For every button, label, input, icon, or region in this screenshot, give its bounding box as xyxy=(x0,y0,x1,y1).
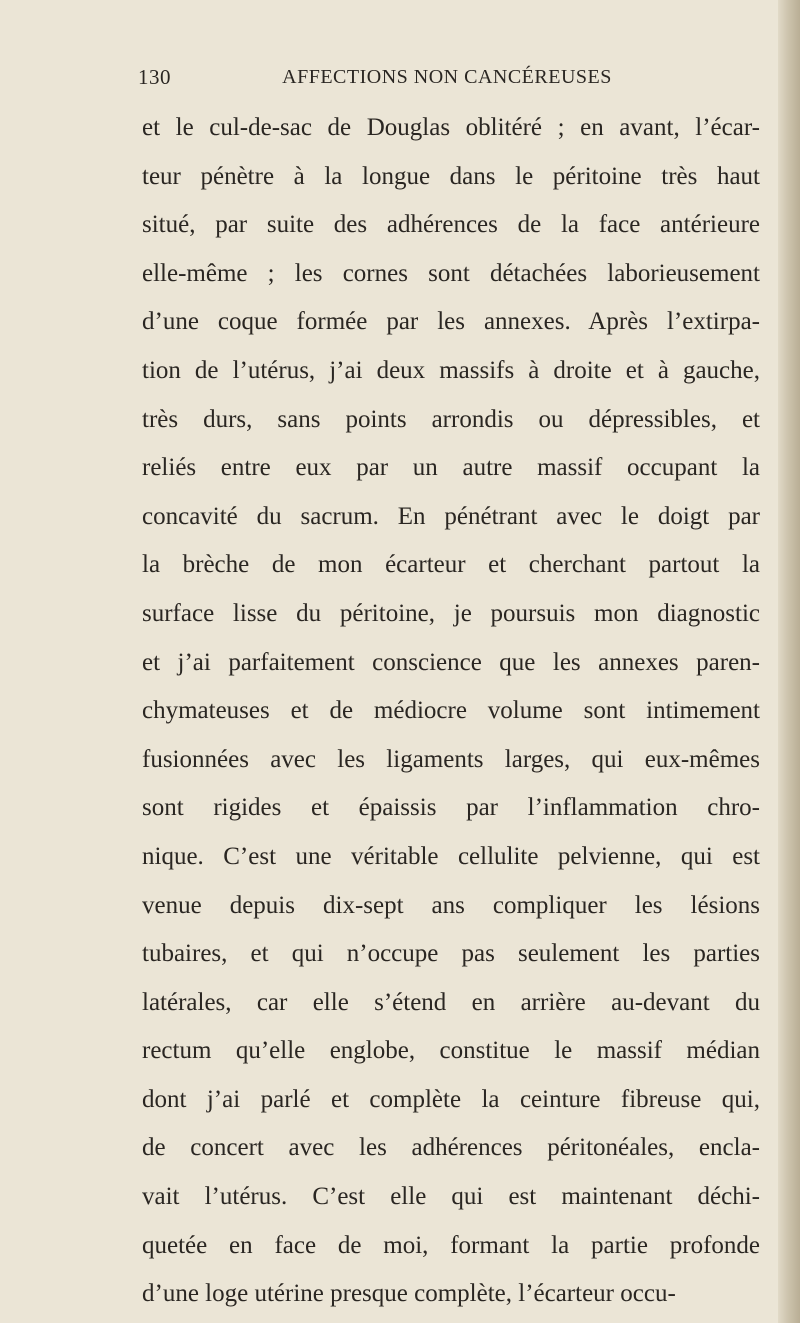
running-head: AFFECTIONS NON CANCÉREUSES xyxy=(282,65,612,88)
text-line: chymateuses et de médiocre volume sont intimement xyxy=(142,697,760,725)
text-line: latérales, car elle s’étend en arrière au-devant du xyxy=(142,988,760,1016)
text-line: venue depuis dix-sept ans compliquer les lésions xyxy=(142,891,760,919)
text-line: vait l’utérus. C’est elle qui est maintenant déchi- xyxy=(142,1183,760,1211)
text-line: surface lisse du péritoine, je poursuis mon diagnostic xyxy=(142,599,760,627)
body-text xyxy=(142,104,760,1319)
text-line: d’une coque formée par les annexes. Après l’extirpa- xyxy=(142,308,760,336)
text-line: reliés entre eux par un autre massif occupant la xyxy=(142,454,760,482)
text-line: fusionnées avec les ligaments larges, qui eux-mêmes xyxy=(142,745,760,773)
text-line: de concert avec les adhérences péritonéales, encla- xyxy=(142,1134,760,1162)
text-line: elle-même ; les cornes sont détachées laborieusement xyxy=(142,259,760,287)
text-line: très durs, sans points arrondis ou dépressibles, et xyxy=(142,405,760,433)
page-header xyxy=(138,62,758,92)
text-line: la brèche de mon écarteur et cherchant partout la xyxy=(142,551,760,579)
text-line: tion de l’utérus, j’ai deux massifs à droite et à gauche, xyxy=(142,356,760,384)
text-line: rectum qu’elle englobe, constitue le massif médian xyxy=(142,1037,760,1065)
text-line: d’une loge utérine presque complète, l’écarteur occu- xyxy=(142,1280,676,1308)
text-line: concavité du sacrum. En pénétrant avec le doigt par xyxy=(142,502,760,530)
text-line: quetée en face de moi, formant la partie profonde xyxy=(142,1231,760,1259)
page-number: 130 xyxy=(138,64,171,89)
text-line: tubaires, et qui n’occupe pas seulement les parties xyxy=(142,940,760,968)
text-line: sont rigides et épaissis par l’inflammation chro- xyxy=(142,794,760,822)
text-line: situé, par suite des adhérences de la face antérieure xyxy=(142,211,760,239)
text-line: teur pénètre à la longue dans le péritoine très haut xyxy=(142,162,760,190)
text-line: et le cul-de-sac de Douglas oblitéré ; en avant, l’écar- xyxy=(142,114,760,141)
text-line: dont j’ai parlé et complète la ceinture fibreuse qui, xyxy=(142,1085,760,1113)
text-line: et j’ai parfaitement conscience que les annexes paren- xyxy=(142,648,760,676)
text-line: nique. C’est une véritable cellulite pelvienne, qui est xyxy=(142,842,760,870)
page-edge-shadow xyxy=(778,0,800,1323)
